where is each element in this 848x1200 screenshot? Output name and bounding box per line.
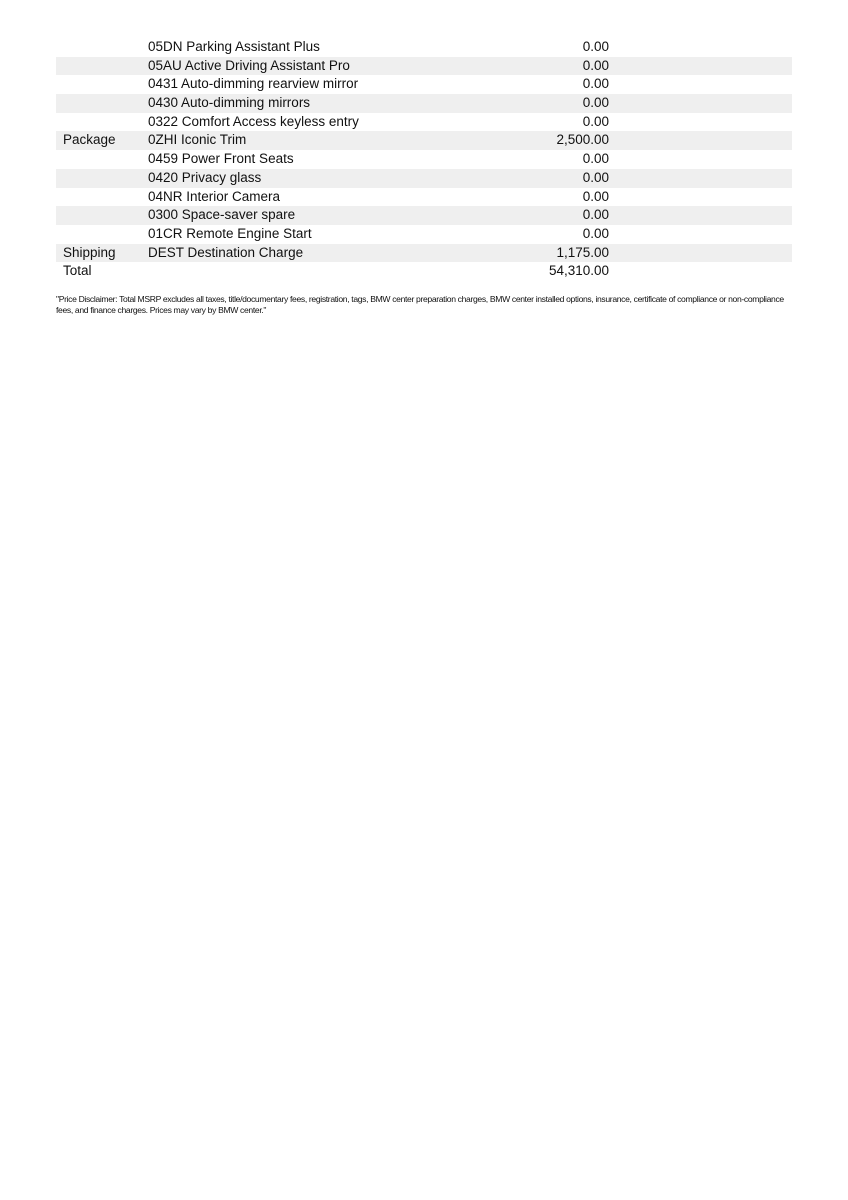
- row-description: 0ZHI Iconic Trim: [148, 132, 247, 148]
- table-row: [56, 38, 792, 57]
- row-price: 0.00: [582, 95, 609, 111]
- total-price: 54,310.00: [548, 263, 609, 279]
- row-description: 01CR Remote Engine Start: [148, 225, 312, 241]
- table-row: [56, 131, 792, 150]
- row-description: 05AU Active Driving Assistant Pro: [148, 57, 350, 73]
- table-row: [56, 188, 792, 207]
- table-row: [56, 169, 792, 188]
- row-description: 0300 Space-saver spare: [148, 207, 296, 223]
- row-price: 0.00: [582, 225, 609, 241]
- table-row: [56, 206, 792, 225]
- row-price: 0.00: [582, 39, 609, 54]
- table-row: [56, 225, 792, 244]
- row-price: 0.00: [582, 113, 609, 129]
- total-row: [56, 262, 792, 281]
- table-row: [56, 75, 792, 94]
- row-description: 0420 Privacy glass: [148, 169, 262, 185]
- row-category: Shipping: [63, 244, 116, 260]
- row-description: 0322 Comfort Access keyless entry: [148, 113, 359, 129]
- row-category: Package: [63, 132, 116, 148]
- row-price: 0.00: [582, 188, 609, 204]
- table-row: [56, 150, 792, 169]
- table-row: [56, 94, 792, 113]
- row-price: 0.00: [582, 169, 609, 185]
- table-row: [56, 113, 792, 132]
- row-description: 0431 Auto-dimming rearview mirror: [148, 76, 359, 92]
- row-description: 0459 Power Front Seats: [148, 151, 294, 167]
- table-row: [56, 244, 792, 263]
- row-description: 05DN Parking Assistant Plus: [148, 39, 320, 54]
- row-description: 04NR Interior Camera: [148, 188, 281, 204]
- price-disclaimer: "Price Disclaimer: Total MSRP excludes all taxes, title/documentary fees, registration, tags, BMW center preparation charges, BMW center installed options, insurance, certificate of compliance or non-compliance fees, and finance charges. Prices may vary by BMW center.": [56, 294, 784, 315]
- row-description: DEST Destination Charge: [148, 244, 304, 260]
- row-price: 0.00: [582, 207, 609, 223]
- table-row: [56, 57, 792, 76]
- row-price: 2,500.00: [556, 132, 609, 148]
- row-price: 1,175.00: [556, 244, 609, 260]
- row-price: 0.00: [582, 151, 609, 167]
- price-table: [56, 38, 792, 281]
- row-price: 0.00: [582, 76, 609, 92]
- total-label: Total: [63, 263, 92, 279]
- row-price: 0.00: [582, 57, 609, 73]
- row-description: 0430 Auto-dimming mirrors: [148, 95, 311, 111]
